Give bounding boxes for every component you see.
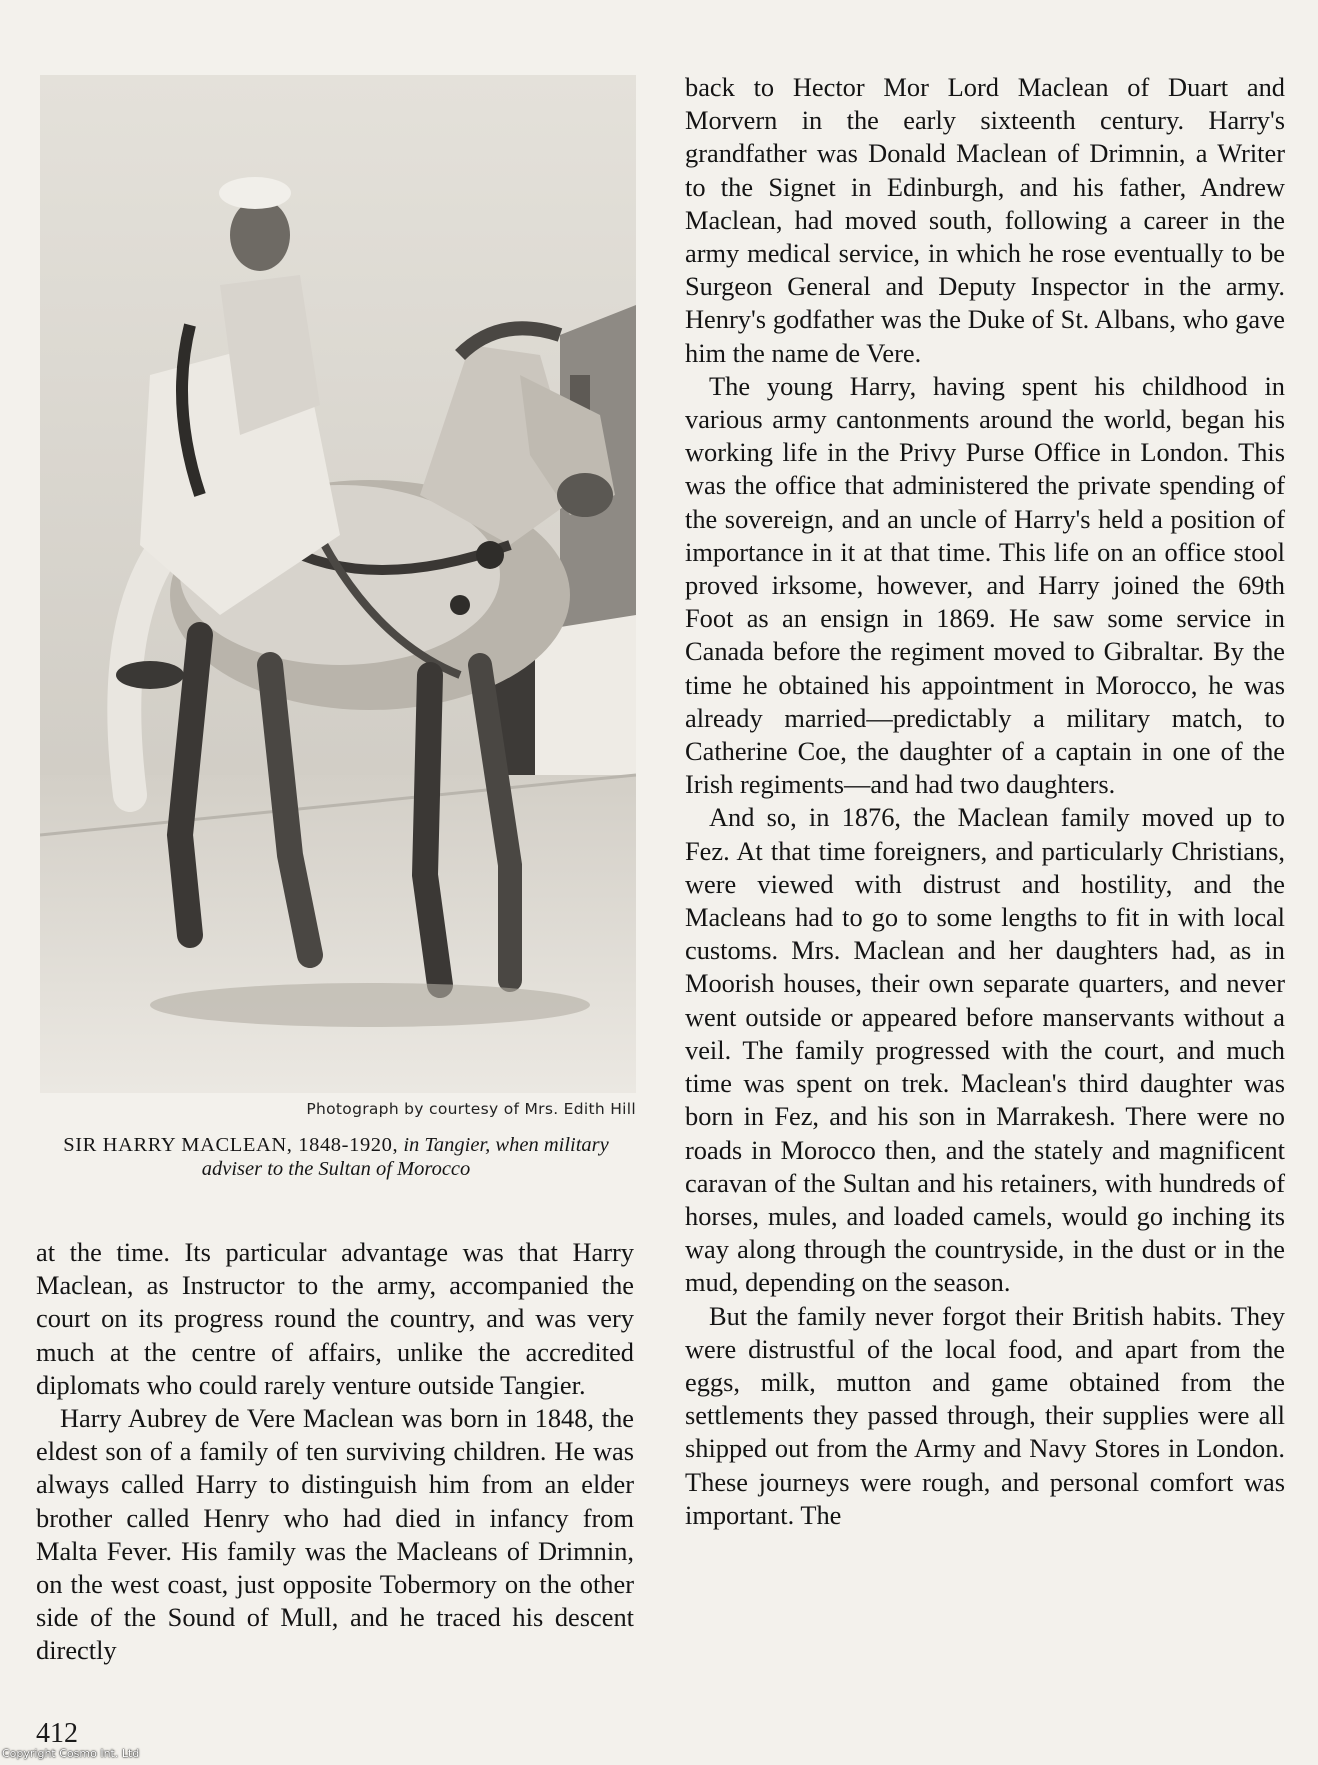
left-text-column bbox=[36, 1236, 634, 1668]
photo-credit: Photograph by courtesy of Mrs. Edith Hill bbox=[306, 1100, 636, 1118]
body-paragraph: back to Hector Mor Lord Maclean of Duart and Morvern in the early sixteenth century. Harry's grandfather was Donald Maclean of Drimnin, a Writer to the Signet in Edinburgh, and his father, Andrew Maclean, had moved south, following a career in the army medical service, in which he rose eventually to be Surgeon General and Deputy Inspector in the army. Henry's godfather was the Duke of St. Albans, who gave him the name de Vere. bbox=[685, 72, 1285, 368]
horseman-photo-illustration bbox=[40, 75, 636, 1093]
caption-subject-name: SIR HARRY MACLEAN, 1848-1920, bbox=[63, 1134, 399, 1156]
body-paragraph: at the time. Its particular advantage was that Harry Maclean, as Instructor to the army, accompanied the court on its progress round the country, and was very much at the centre of affairs, unlike the accredited diplomats who could rarely venture outside Tangier. bbox=[36, 1237, 634, 1400]
caption-description: in Tangier, when military adviser to the Sultan of Morocco bbox=[201, 1134, 609, 1180]
photograph bbox=[40, 75, 636, 1093]
page-number: 412 bbox=[36, 1718, 78, 1749]
body-paragraph: And so, in 1876, the Maclean family moved up to Fez. At that time foreigners, and particularly Christians, were viewed with distrust and hostility, and the Macleans had to go to some lengths to fit in with local customs. Mrs. Maclean and her daughters had, as in Moorish houses, their own separate quarters, and never went outside or appeared before manservants without a veil. The family progressed with the court, and much time was spent on trek. Maclean's third daughter was born in Fez, and his son in Marrakesh. There were no roads in Morocco then, and the stately and magnificent caravan of the Sultan and his retainers, with hundreds of horses, mules, and loaded camels, would go inching its way along through the countryside, in the dust or in the mud, depending on the season. bbox=[685, 802, 1285, 1298]
right-text-column bbox=[685, 71, 1285, 1532]
body-paragraph: The young Harry, having spent his childhood in various army cantonments around the world, began his working life in the Privy Purse Office in London. This was the office that administered the private spending of the sovereign, and an uncle of Harry's held a position of importance in it at that time. This life on an office stool proved irksome, however, and Harry joined the 69th Foot as an ensign in 1869. He saw some service in Canada before the regiment moved to Gibraltar. By the time he obtained his appointment in Morocco, he was already married—predictably a military match, to Catherine Coe, the daughter of a captain in one of the Irish regiments—and had two daughters. bbox=[685, 370, 1285, 800]
photo-caption bbox=[36, 1133, 636, 1181]
copyright-watermark: Copyright Cosmo Int. Ltd bbox=[2, 1747, 140, 1760]
body-paragraph: But the family never forgot their British habits. They were distrustful of the local food, and apart from the eggs, milk, mutton and game obtained from the settlements they passed through, their supplies were all shipped out from the Army and Navy Stores in London. These journeys were rough, and personal comfort was important. The bbox=[685, 1300, 1285, 1530]
body-paragraph: Harry Aubrey de Vere Maclean was born in 1848, the eldest son of a family of ten surviving children. He was always called Harry to distinguish him from an elder brother called Henry who had died in infancy from Malta Fever. His family was the Macleans of Drimnin, on the west coast, just opposite Tobermory on the other side of the Sound of Mull, and he traced his descent directly bbox=[36, 1403, 634, 1666]
